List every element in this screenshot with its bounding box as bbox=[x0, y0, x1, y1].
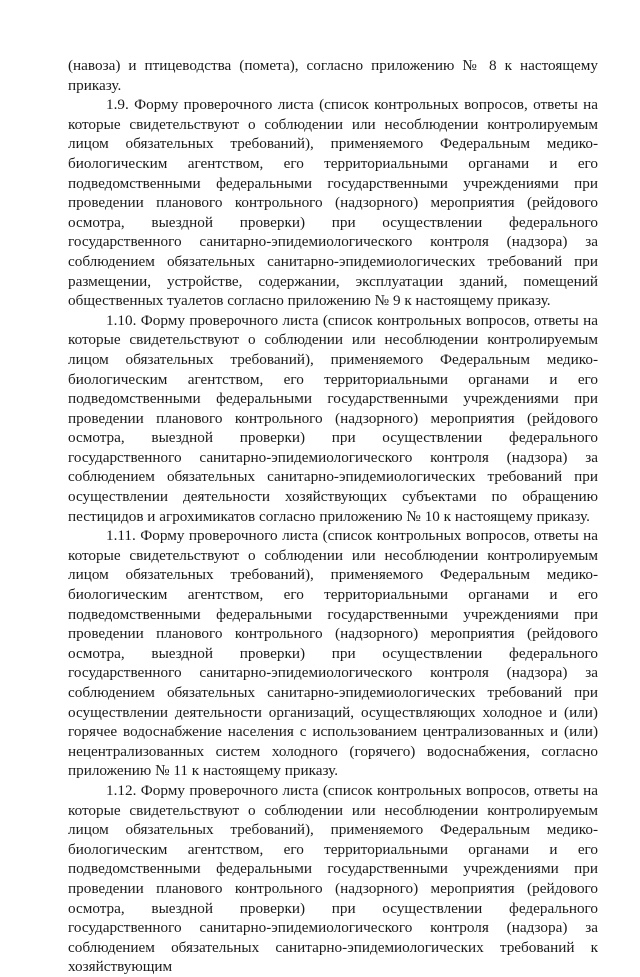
paragraph-1-12: 1.12. Форму проверочного листа (список контрольных вопросов, ответы на которые свидетельствуют о соблюдении или несоблюдении контролируемым лицом обязательных требований), применяемого Федеральным медико-биологическим агентством, его территориальными органами и его подведомственными федеральными государственными учреждениями при проведении планового контрольного (надзорного) мероприятия (рейдового осмотра, выездной проверки) при осуществлении федерального государственного санитарно-эпидемиологического контроля (надзора) за соблюдением обязательных санитарно-эпидемиологических требований к хозяйствующим bbox=[68, 781, 598, 976]
paragraph-continuation: (навоза) и птицеводства (помета), согласно приложению № 8 к настоящему приказу. bbox=[68, 57, 598, 94]
paragraph-1-11: 1.11. Форму проверочного листа (список контрольных вопросов, ответы на которые свидетельствуют о соблюдении или несоблюдении контролируемым лицом обязательных требований), применяемого Федеральным медико-биологическим агентством, его территориальными органами и его подведомственными федеральными государственными учреждениями при проведении планового контрольного (надзорного) мероприятия (рейдового осмотра, выездной проверки) при осуществлении федерального государственного санитарно-эпидемиологического контроля (надзора) за соблюдением обязательных санитарно-эпидемиологических требований при осуществлении деятельности организаций, осуществляющих холодное и (или) горячее водоснабжение населения с использованием централизованных и (или) нецентрализованных систем холодного (горячего) водоснабжения, согласно приложению № 11 к настоящему приказу. bbox=[68, 527, 598, 780]
paragraph-1-9: 1.9. Форму проверочного листа (список контрольных вопросов, ответы на которые свидетельствуют о соблюдении или несоблюдении контролируемым лицом обязательных требований), применяемого Федеральным медико-биологическим агентством, его территориальными органами и его подведомственными федеральными государственными учреждениями при проведении планового контрольного (надзорного) мероприятия (рейдового осмотра, выездной проверки) при осуществлении федерального государственного санитарно-эпидемиологического контроля (надзора) за соблюдением обязательных санитарно-эпидемиологических требований при размещении, устройстве, содержании, эксплуатации зданий, помещений общественных туалетов согласно приложению № 9 к настоящему приказу. bbox=[68, 96, 598, 310]
document-page bbox=[68, 56, 598, 977]
paragraph-1-10: 1.10. Форму проверочного листа (список контрольных вопросов, ответы на которые свидетельствуют о соблюдении или несоблюдении контролируемым лицом обязательных требований), применяемого Федеральным медико-биологическим агентством, его территориальными органами и его подведомственными федеральными государственными учреждениями при проведении планового контрольного (надзорного) мероприятия (рейдового осмотра, выездной проверки) при осуществлении федерального государственного санитарно-эпидемиологического контроля (надзора) за соблюдением обязательных санитарно-эпидемиологических требований при осуществлении деятельности хозяйствующих субъектами по обращению пестицидов и агрохимикатов согласно приложению № 10 к настоящему приказу. bbox=[68, 311, 598, 525]
